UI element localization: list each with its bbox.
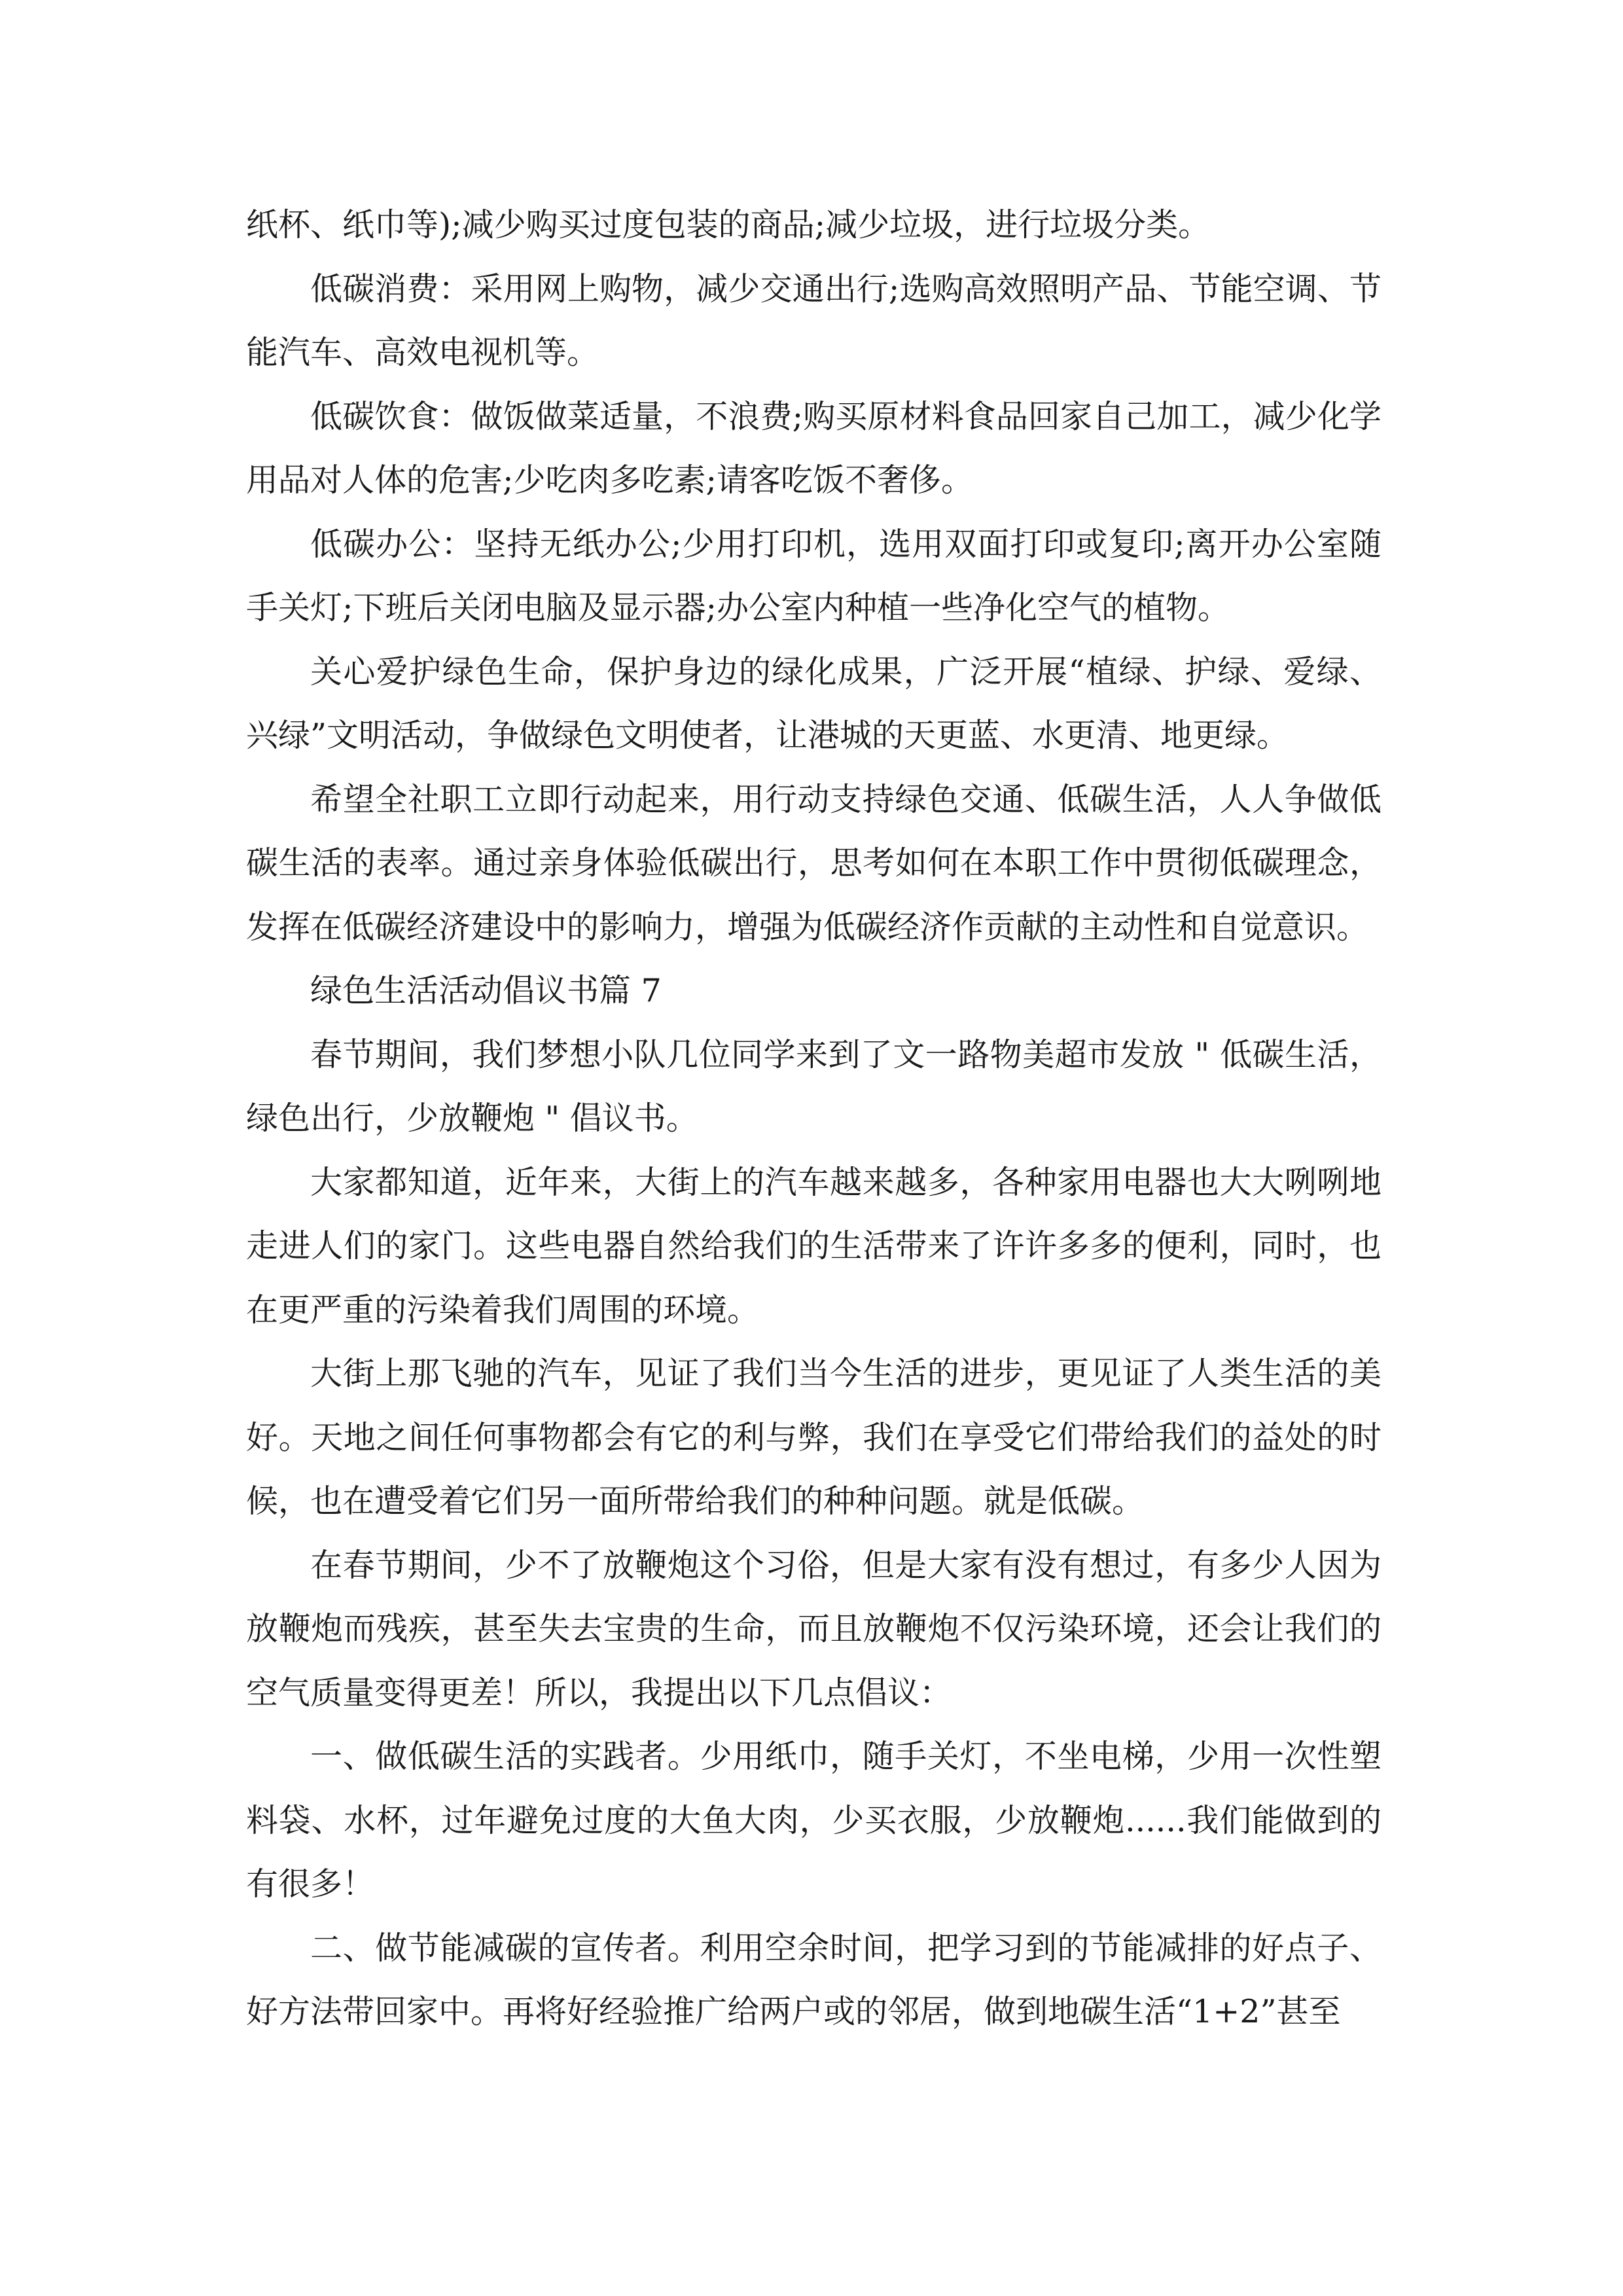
paragraph: 春节期间，我们梦想小队几位同学来到了文一路物美超市发放 " 低碳生活，绿色出行，少放鞭炮 " 倡议书。 xyxy=(246,1035,1382,1137)
paragraph: 希望全社职工立即行动起来，用行动支持绿色交通、低碳生活，人人争做低碳生活的表率。通过亲身体验低碳出行，思考如何在本职工作中贯彻低碳理念，发挥在低碳经济建设中的影响力，增强为低碳经济作贡献的主动性和自觉意识。 xyxy=(246,780,1382,946)
paragraph-proposal-1: 一、做低碳生活的实践者。少用纸巾，随手关灯，不坐电梯，少用一次性塑料袋、水杯，过年避免过度的大鱼大肉，少买衣服，少放鞭炮......我们能做到的有很多！ xyxy=(246,1738,1382,1903)
paragraph: 关心爱护绿色生命，保护身边的绿化成果，广泛开展“植绿、护绿、爱绿、兴绿”文明活动，争做绿色文明使者，让港城的天更蓝、水更清、地更绿。 xyxy=(246,653,1382,754)
paragraph: 在春节期间，少不了放鞭炮这个习俗，但是大家有没有想过，有多少人因为放鞭炮而残疾，甚至失去宝贵的生命，而且放鞭炮不仅污染环境，还会让我们的空气质量变得更差！所以，我提出以下几点倡议： xyxy=(246,1546,1382,1712)
paragraph-low-carbon-consumption: 低碳消费：采用网上购物，减少交通出行;选购高效照明产品、节能空调、节能汽车、高效电视机等。 xyxy=(246,270,1382,371)
paragraph: 纸杯、纸巾等);减少购买过度包装的商品;减少垃圾，进行垃圾分类。 xyxy=(246,206,1211,243)
paragraph: 大家都知道，近年来，大街上的汽车越来越多，各种家用电器也大大咧咧地走进人们的家门。这些电器自然给我们的生活带来了许许多多的便利，同时，也在更严重的污染着我们周围的环境。 xyxy=(246,1163,1382,1329)
paragraph-low-carbon-diet: 低碳饮食：做饭做菜适量，不浪费;购买原材料食品回家自己加工，减少化学用品对人体的危害;少吃肉多吃素;请客吃饭不奢侈。 xyxy=(246,397,1382,499)
paragraph-proposal-2: 二、做节能减碳的宣传者。利用空余时间，把学习到的节能减排的好点子、好方法带回家中。再将好经验推广给两户或的邻居，做到地碳生活“1+2”甚至 xyxy=(246,1929,1382,2030)
paragraph-low-carbon-office: 低碳办公：坚持无纸办公;少用打印机，选用双面打印或复印;离开办公室随手关灯;下班后关闭电脑及显示器;办公室内种植一些净化空气的植物。 xyxy=(246,525,1382,626)
section-heading: 绿色生活活动倡议书篇 7 xyxy=(310,972,662,1009)
document-body xyxy=(246,193,1382,2044)
paragraph: 大街上那飞驰的汽车，见证了我们当今生活的进步，更见证了人类生活的美好。天地之间任何事物都会有它的利与弊，我们在享受它们带给我们的益处的时候，也在遭受着它们另一面所带给我们的种种问题。就是低碳。 xyxy=(246,1355,1382,1520)
